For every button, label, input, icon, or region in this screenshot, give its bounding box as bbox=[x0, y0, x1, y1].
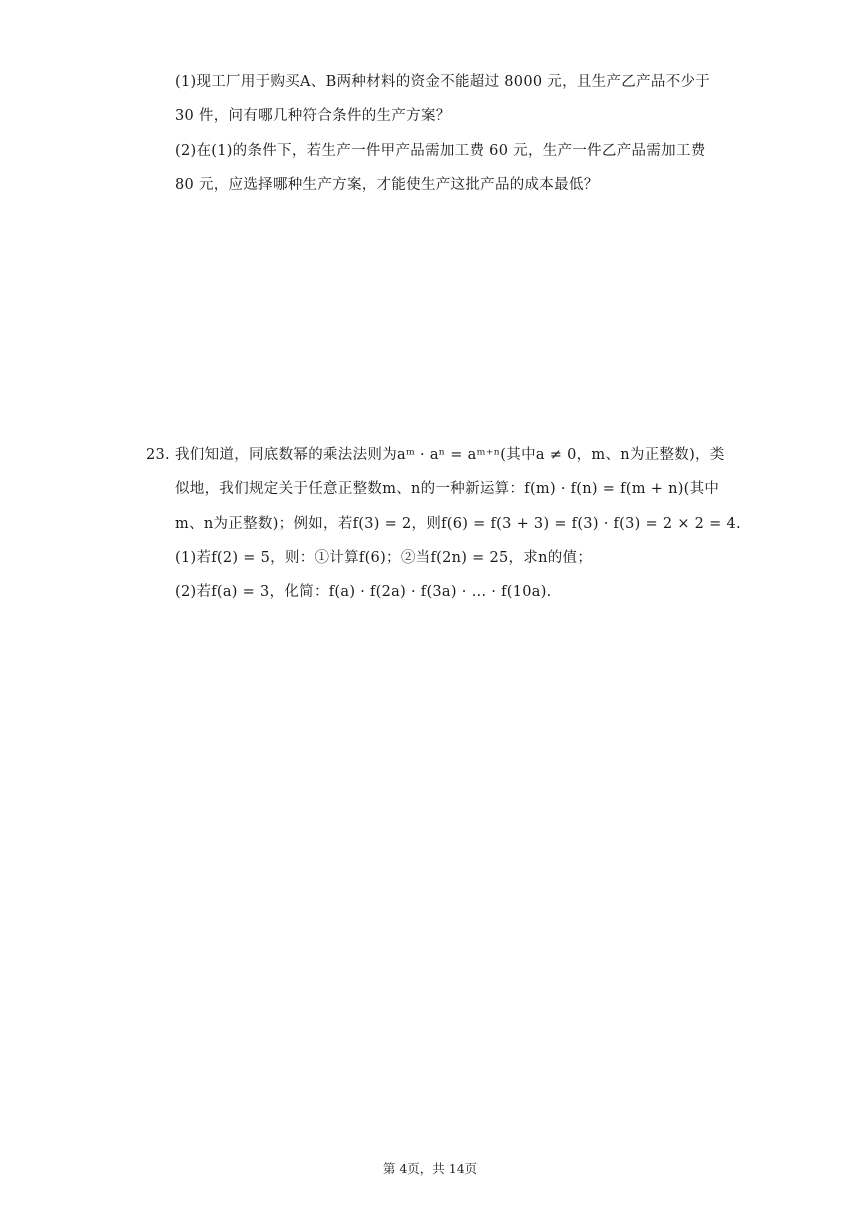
q22-sub2-line2: 80 元，应选择哪种生产方案，才能使生产这批产品的成本最低？ bbox=[175, 177, 599, 193]
q23-sub1: (1)若f(2) = 5，则：①计算f(6)；②当f(2n) = 25，求n的值； bbox=[175, 550, 593, 566]
q22-sub1-line1: (1)现工厂用于购买A、B两种材料的资金不能超过 8000 元，且生产乙产品不少于 bbox=[175, 74, 711, 90]
q23-sub2: (2)若f(a) = 3，化简：f(a) · f(2a) · f(3a) · … · f(10a). bbox=[175, 584, 552, 600]
q22-sub1-line2: 30 件，问有哪几种符合条件的生产方案？ bbox=[175, 108, 451, 124]
q23-stem-line3: m、n为正整数)；例如，若f(3) = 2，则f(6) = f(3 + 3) = f(3) · f(3) = 2 × 2 = 4. bbox=[175, 516, 741, 532]
q23-stem-line2: 似地，我们规定关于任意正整数m、n的一种新运算：f(m) · f(n) = f(m + n)(其中 bbox=[175, 481, 720, 497]
page-footer: 第 4页，共 14页 bbox=[382, 1161, 478, 1176]
q22-sub2-line1: (2)在(1)的条件下，若生产一件甲产品需加工费 60 元，生产一件乙产品需加工费 bbox=[175, 143, 706, 159]
q23-stem-line1: 我们知道，同底数幂的乘法法则为aᵐ · aⁿ = aᵐ⁺ⁿ(其中a ≠ 0，m、n为正整数)，类 bbox=[175, 447, 725, 463]
q23-number: 23. bbox=[146, 447, 170, 463]
